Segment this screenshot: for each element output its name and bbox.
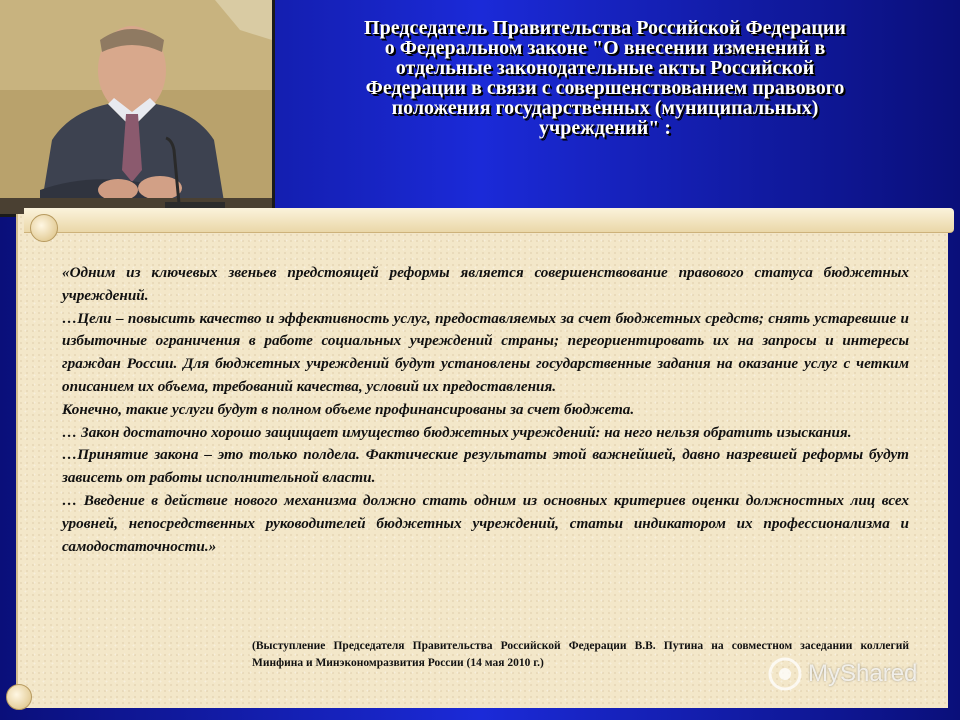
watermark-text: MyShared bbox=[808, 660, 918, 687]
watermark bbox=[768, 656, 917, 692]
slide-title bbox=[300, 18, 910, 138]
scroll-top-curl bbox=[24, 208, 954, 233]
quote-paragraph: … Закон достаточно хорошо защищает имущество бюджетных учреждений: на него нельзя обратить изыскания. bbox=[62, 423, 852, 441]
title-line: Федерации в связи с совершенствованием правового bbox=[365, 77, 845, 99]
scroll-roll-bottom bbox=[6, 684, 32, 710]
source-citation: (Выступление Председателя Правительства Российской Федерации В.В. Путина на совместном заседании коллегий Минфина и Минэкономразвития России (14 мая 2010 г.) bbox=[252, 640, 909, 669]
quote-block bbox=[62, 262, 909, 558]
title-line: Председатель Правительства Российской Федерации bbox=[364, 17, 846, 39]
quote-paragraph: … Введение в действие нового механизма должно стать одним из основных критериев оценки должностных лиц всех уровней, непосредственных руководителей бюджетных учреждений, статьи индикатором их профессионализма и самодостаточности.» bbox=[62, 491, 909, 555]
myshared-logo-icon bbox=[768, 657, 802, 691]
scroll-roll-top bbox=[30, 214, 58, 242]
speaker-photo bbox=[0, 0, 275, 217]
title-line: отдельные законодательные акты Российской bbox=[395, 57, 815, 79]
quote-paragraph: Конечно, такие услуги будут в полном объеме профинансированы за счет бюджета. bbox=[62, 400, 635, 418]
quote-paragraph: …Принятие закона – это только полдела. Фактические результаты этой важнейшей, давно назревшей реформы будут зависеть от работы исполнительной власти. bbox=[62, 446, 909, 487]
speaker-photo-illustration bbox=[0, 0, 272, 214]
quote-paragraph: «Одним из ключевых звеньев предстоящей реформы является совершенствование правового статуса бюджетных учреждений. bbox=[62, 264, 909, 304]
title-line: учреждений" : bbox=[538, 117, 672, 139]
quote-paragraph: …Цели – повысить качество и эффективность услуг, предоставляемых за счет бюджетных средств; снять устаревшие и избыточные ограничения в работе социальных учреждений страны; переориентировать их на запросы и интересы граждан России. Для бюджетных учреждений будут установлены государственные задания на оказание услуг с четким описанием их объема, требований качества, условий их предоставления. bbox=[62, 309, 909, 395]
title-line: о Федеральном законе "О внесении изменений в bbox=[384, 37, 826, 59]
title-line: положения государственных (муниципальных) bbox=[391, 97, 819, 119]
